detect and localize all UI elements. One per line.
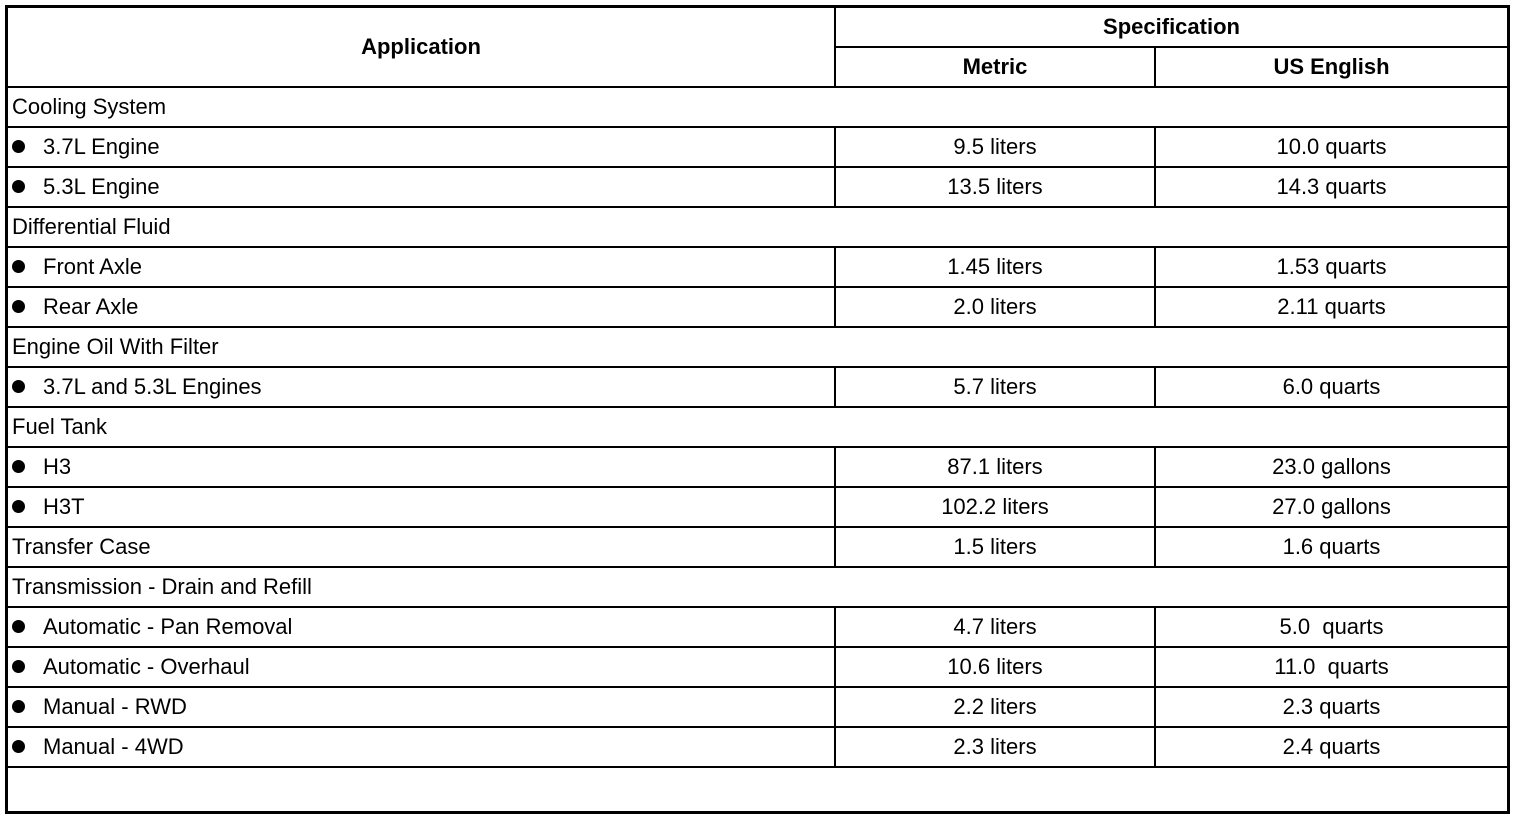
bullet-icon	[12, 500, 25, 513]
metric-value: 1.45 liters	[835, 247, 1155, 287]
bullet-icon	[12, 380, 25, 393]
us-english-value: 10.0 quarts	[1155, 127, 1508, 167]
us-english-value: 2.3 quarts	[1155, 687, 1508, 727]
bullet-icon	[12, 180, 25, 193]
item-cell	[7, 367, 835, 407]
item-cell	[7, 447, 835, 487]
bullet-icon	[12, 460, 25, 473]
item-row	[7, 487, 1508, 527]
us-english-value: 2.11 quarts	[1155, 287, 1508, 327]
table-header	[7, 7, 1508, 87]
bullet-icon	[12, 140, 25, 153]
category-row	[7, 207, 1508, 247]
item-label: Rear Axle	[43, 294, 139, 319]
us-english-value: 1.6 quarts	[1155, 527, 1508, 567]
bullet-icon	[12, 660, 25, 673]
item-label: H3T	[43, 494, 85, 519]
us-english-value: 1.53 quarts	[1155, 247, 1508, 287]
metric-value: 13.5 liters	[835, 167, 1155, 207]
item-label: 3.7L Engine	[43, 134, 160, 159]
category-row	[7, 87, 1508, 127]
specification-column-header: Specification	[835, 7, 1508, 47]
us-english-column-header: US English	[1155, 47, 1508, 87]
us-english-value: 5.0 quarts	[1155, 607, 1508, 647]
item-row	[7, 727, 1508, 767]
metric-value: 5.7 liters	[835, 367, 1155, 407]
category-row	[7, 567, 1508, 607]
category-label: Transmission - Drain and Refill	[7, 567, 1508, 607]
bullet-icon	[12, 620, 25, 633]
item-label: 3.7L and 5.3L Engines	[43, 374, 262, 399]
metric-value: 102.2 liters	[835, 487, 1155, 527]
metric-value: 1.5 liters	[835, 527, 1155, 567]
bullet-icon	[12, 300, 25, 313]
item-row	[7, 247, 1508, 287]
metric-column-header: Metric	[835, 47, 1155, 87]
us-english-value: 14.3 quarts	[1155, 167, 1508, 207]
application-column-header: Application	[7, 7, 835, 87]
item-cell	[7, 247, 835, 287]
bullet-icon	[12, 740, 25, 753]
item-row	[7, 607, 1508, 647]
table-body	[7, 87, 1508, 767]
bullet-icon	[12, 260, 25, 273]
us-english-value: 11.0 quarts	[1155, 647, 1508, 687]
item-label: Manual - RWD	[43, 694, 187, 719]
item-label: 5.3L Engine	[43, 174, 160, 199]
item-row	[7, 367, 1508, 407]
item-label: H3	[43, 454, 72, 479]
item-row	[7, 647, 1508, 687]
item-row	[7, 287, 1508, 327]
item-label: Automatic - Overhaul	[43, 654, 250, 679]
category-row	[7, 527, 1508, 567]
header-row-top	[7, 7, 1508, 47]
metric-value: 2.0 liters	[835, 287, 1155, 327]
metric-value: 2.3 liters	[835, 727, 1155, 767]
us-english-value: 6.0 quarts	[1155, 367, 1508, 407]
us-english-value: 27.0 gallons	[1155, 487, 1508, 527]
item-label: Automatic - Pan Removal	[43, 614, 293, 639]
item-cell	[7, 167, 835, 207]
metric-value: 9.5 liters	[835, 127, 1155, 167]
item-row	[7, 127, 1508, 167]
item-cell	[7, 127, 835, 167]
item-row	[7, 167, 1508, 207]
item-label: Manual - 4WD	[43, 734, 184, 759]
item-row	[7, 687, 1508, 727]
fluid-capacities-table	[6, 6, 1509, 768]
item-row	[7, 447, 1508, 487]
item-label: Front Axle	[43, 254, 143, 279]
metric-value: 87.1 liters	[835, 447, 1155, 487]
category-label: Engine Oil With Filter	[7, 327, 1508, 367]
metric-value: 2.2 liters	[835, 687, 1155, 727]
category-label: Transfer Case	[7, 527, 835, 567]
item-cell	[7, 487, 835, 527]
item-cell	[7, 287, 835, 327]
item-cell	[7, 727, 835, 767]
metric-value: 10.6 liters	[835, 647, 1155, 687]
metric-value: 4.7 liters	[835, 607, 1155, 647]
category-label: Cooling System	[7, 87, 1508, 127]
item-cell	[7, 647, 835, 687]
bullet-icon	[12, 700, 25, 713]
item-cell	[7, 607, 835, 647]
category-row	[7, 407, 1508, 447]
category-label: Differential Fluid	[7, 207, 1508, 247]
item-cell	[7, 687, 835, 727]
us-english-value: 23.0 gallons	[1155, 447, 1508, 487]
category-row	[7, 327, 1508, 367]
us-english-value: 2.4 quarts	[1155, 727, 1508, 767]
category-label: Fuel Tank	[7, 407, 1508, 447]
